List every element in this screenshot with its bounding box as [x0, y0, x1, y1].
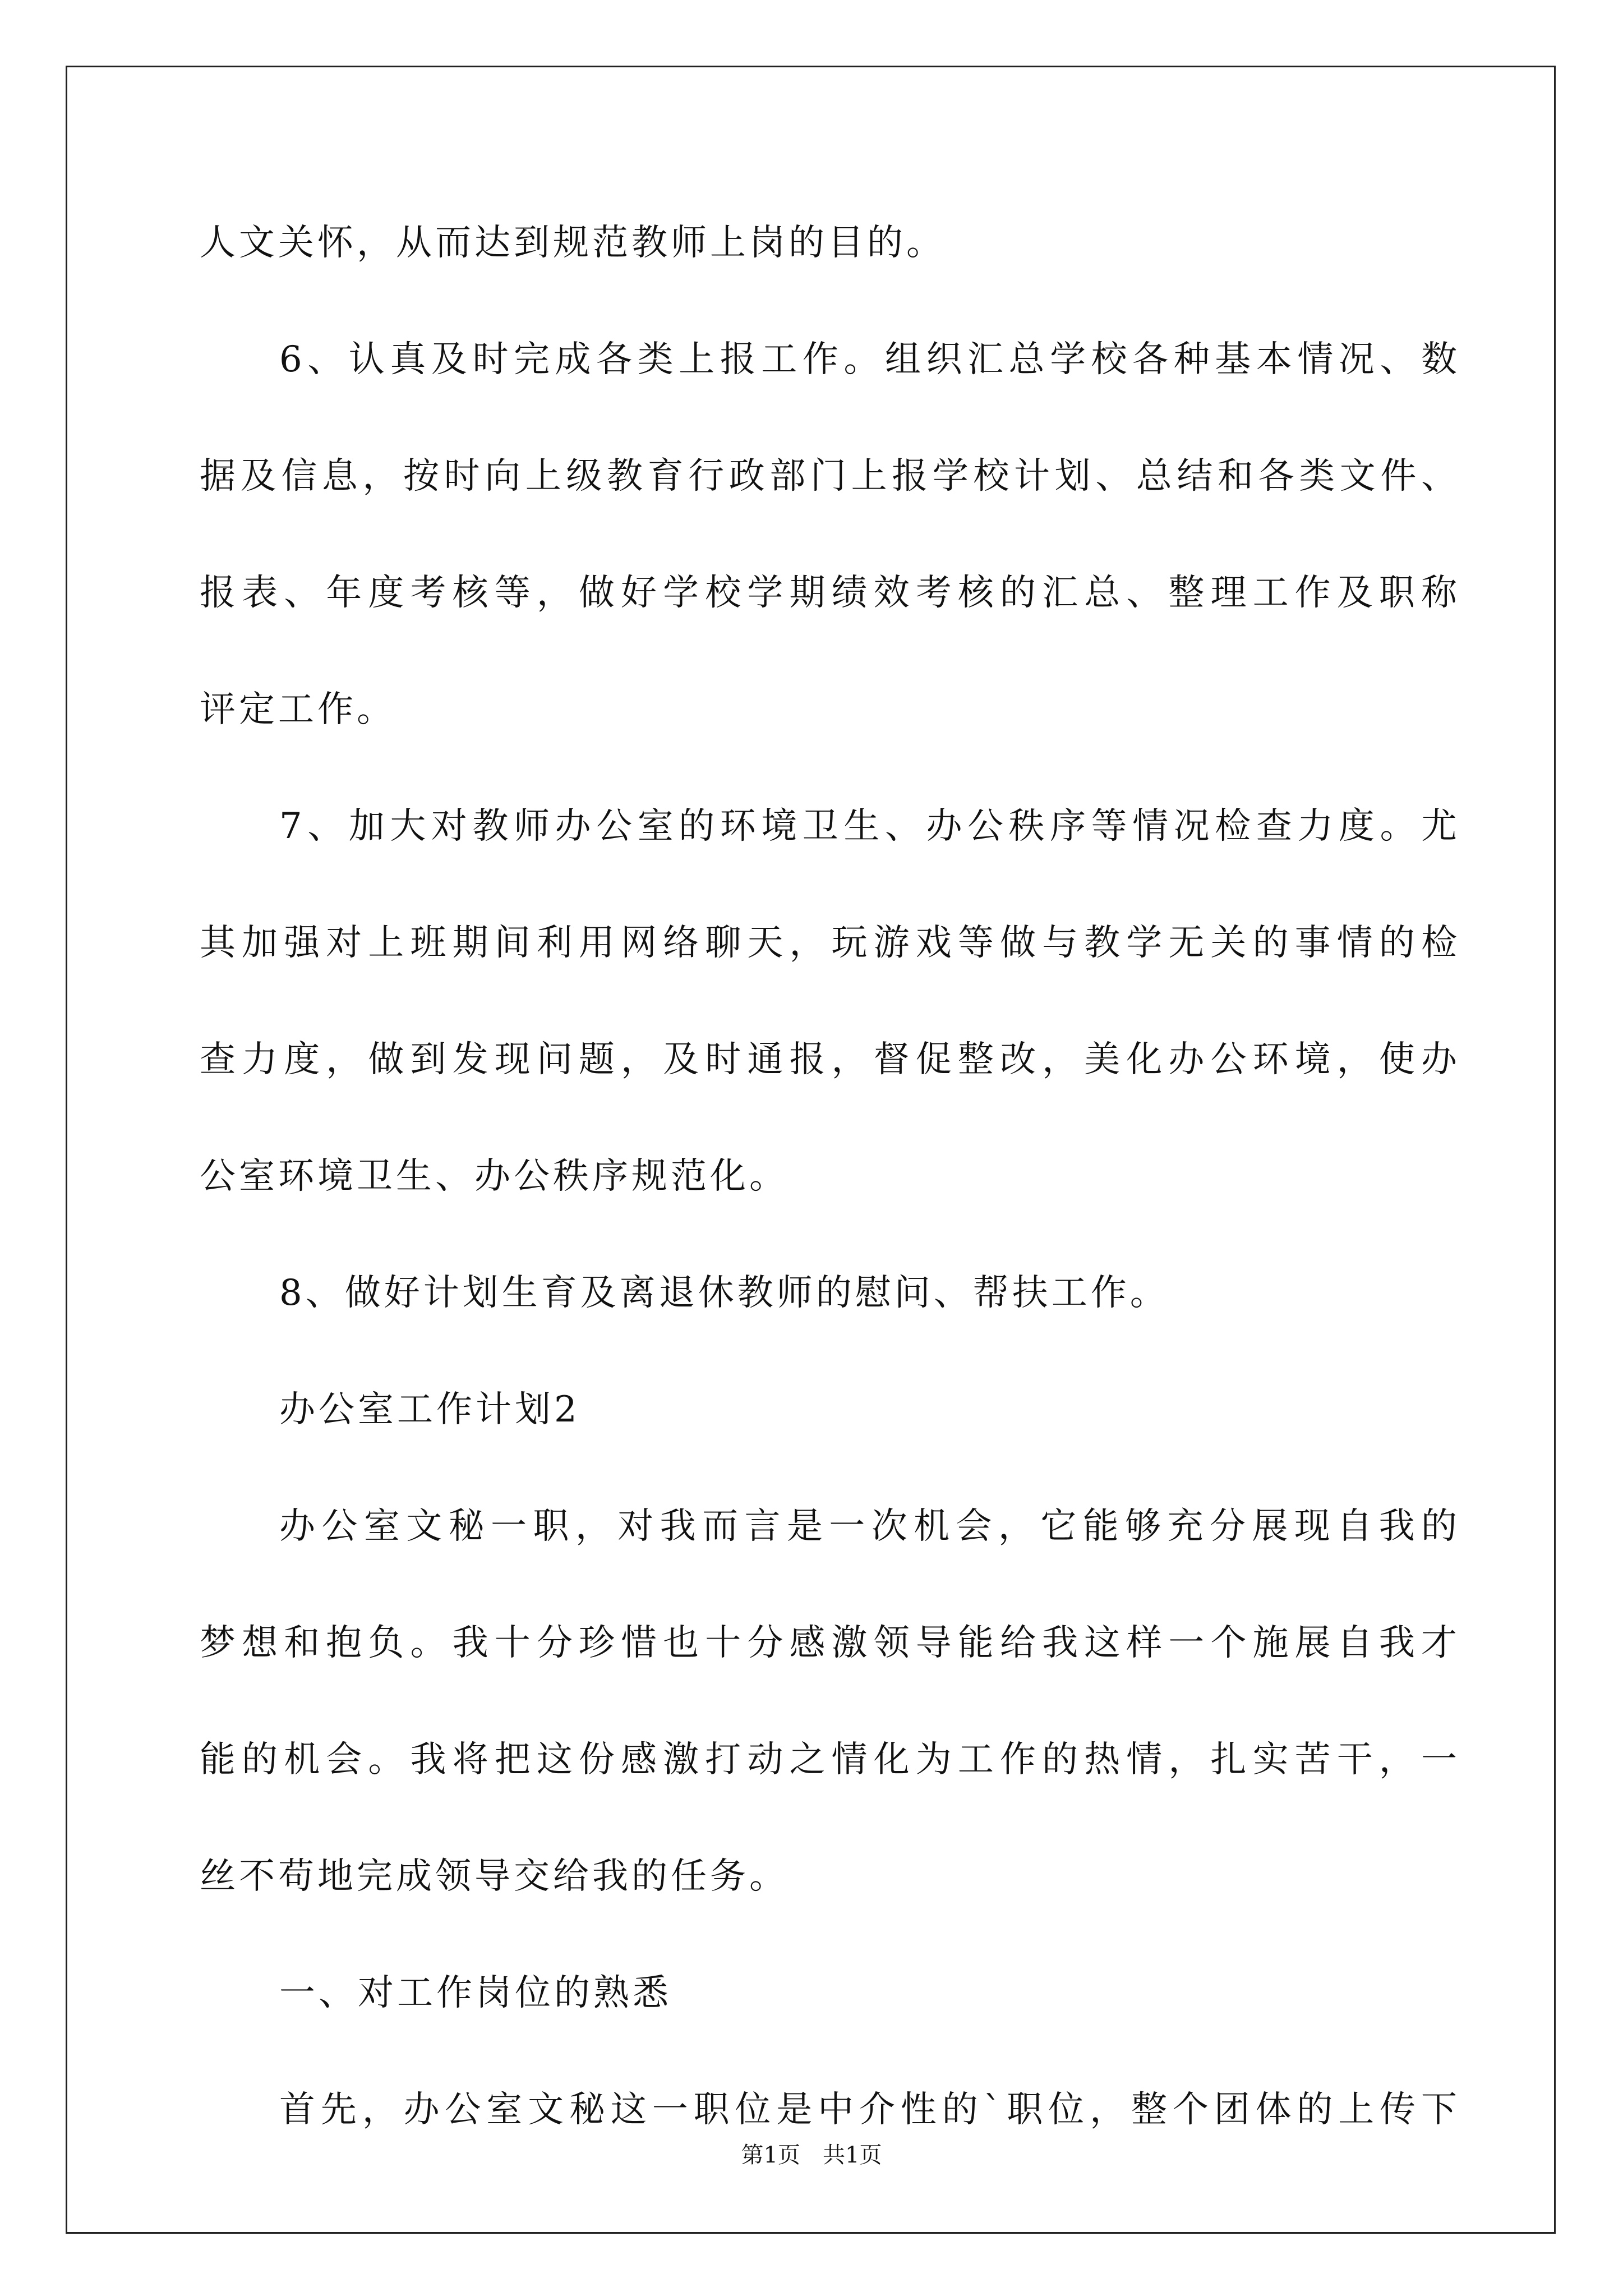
text-line: 能的机会。我将把这份感激打动之情化为工作的热情，扎实苦干，一 [200, 1739, 1457, 1780]
text-line: 查力度，做到发现问题，及时通报，督促整改，美化办公环境，使办 [200, 1039, 1457, 1080]
text-line: 丝不苟地完成领导交给我的任务。 [200, 1856, 789, 1897]
text-line: 其加强对上班期间利用网络聊天，玩游戏等做与教学无关的事情的检 [200, 922, 1457, 964]
text-line: 梦想和抱负。我十分珍惜也十分感激领导能给我这样一个施展自我才 [200, 1622, 1457, 1664]
section-heading: 一、对工作岗位的熟悉 [279, 1972, 672, 2014]
text-line: 首先，办公室文秘这一职位是中介性的`职位，整个团体的上传下 [279, 2089, 1457, 2131]
text-line: 评定工作。 [200, 689, 396, 730]
text-line: 8、做好计划生育及离退休教师的慰问、帮扶工作。 [279, 1272, 1169, 1314]
page-number-footer: 第1页 共1页 [741, 2142, 882, 2168]
text-line: 7、加大对教师办公室的环境卫生、办公秩序等情况检查力度。尤 [279, 806, 1457, 847]
text-line: 据及信息，按时向上级教育行政部门上报学校计划、总结和各类文件、 [200, 455, 1457, 497]
text-line: 报表、年度考核等，做好学校学期绩效考核的汇总、整理工作及职称 [200, 572, 1457, 614]
document-body [200, 216, 1457, 2200]
text-line: 公室环境卫生、办公秩序规范化。 [200, 1156, 789, 1197]
text-line: 6、认真及时完成各类上报工作。组织汇总学校各种基本情况、数 [279, 339, 1457, 380]
text-line: 办公室文秘一职，对我而言是一次机会，它能够充分展现自我的 [279, 1506, 1457, 1547]
text-line: 人文关怀，从而达到规范教师上岗的目的。 [200, 222, 946, 264]
section-title: 办公室工作计划2 [279, 1389, 580, 1430]
